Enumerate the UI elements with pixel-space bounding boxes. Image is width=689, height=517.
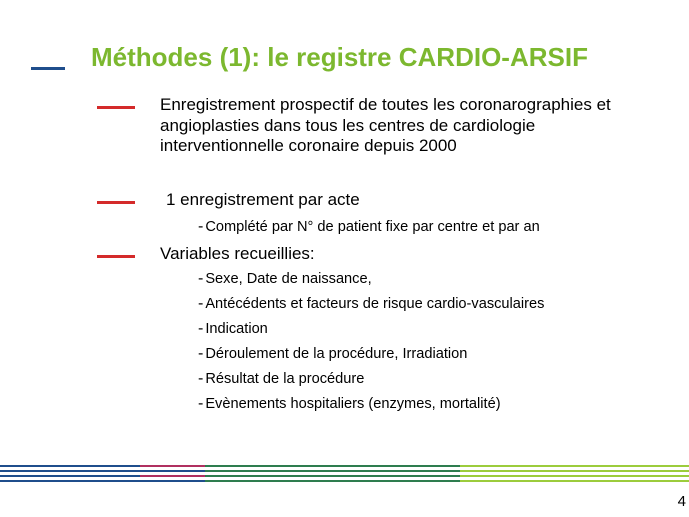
title-dash bbox=[31, 67, 65, 70]
bullet-2: 1 enregistrement par acte bbox=[166, 190, 360, 209]
bullet-dash-3 bbox=[97, 255, 135, 258]
sub-item: - Sexe, Date de naissance, bbox=[198, 270, 372, 287]
sub-item-text: Evènements hospitaliers (enzymes, mortalité) bbox=[205, 396, 501, 412]
slide-title: Méthodes (1): le registre CARDIO-ARSIF bbox=[91, 42, 588, 72]
stripes-magenta bbox=[140, 465, 205, 482]
sub-item: - Déroulement de la procédure, Irradiation bbox=[198, 345, 468, 362]
sub-item-patient-text: Complété par N° de patient fixe par centre et par an bbox=[205, 219, 540, 235]
footer-stripes bbox=[0, 464, 689, 484]
page-number: 4 bbox=[677, 493, 686, 510]
sub-item: - Evènements hospitaliers (enzymes, mortalité) bbox=[198, 395, 501, 412]
sub-item-text: Indication bbox=[205, 321, 268, 337]
bullet-1: Enregistrement prospectif de toutes les coronarographies et angioplasties dans tous les centres de cardiologie interventionnelle coronaire depuis 2000 bbox=[160, 95, 611, 155]
stripes-green bbox=[205, 465, 460, 482]
sub-item-patient: - Complété par N° de patient fixe par centre et par an bbox=[198, 218, 540, 235]
bullet-3: Variables recueillies: bbox=[160, 244, 315, 263]
bullet-dash-1 bbox=[97, 106, 135, 109]
sub-item: - Indication bbox=[198, 320, 268, 337]
stripes-blue bbox=[0, 465, 140, 482]
sub-item-text: Antécédents et facteurs de risque cardio-vasculaires bbox=[205, 296, 545, 312]
sub-item-text: Déroulement de la procédure, Irradiation bbox=[205, 346, 468, 362]
stripes-light-green bbox=[460, 465, 689, 482]
sub-item: - Antécédents et facteurs de risque cardio-vasculaires bbox=[198, 295, 545, 312]
sub-item: - Résultat de la procédure bbox=[198, 370, 365, 387]
sub-item-text: Sexe, Date de naissance, bbox=[205, 271, 372, 287]
bullet-dash-2 bbox=[97, 201, 135, 204]
sub-item-text: Résultat de la procédure bbox=[205, 371, 365, 387]
